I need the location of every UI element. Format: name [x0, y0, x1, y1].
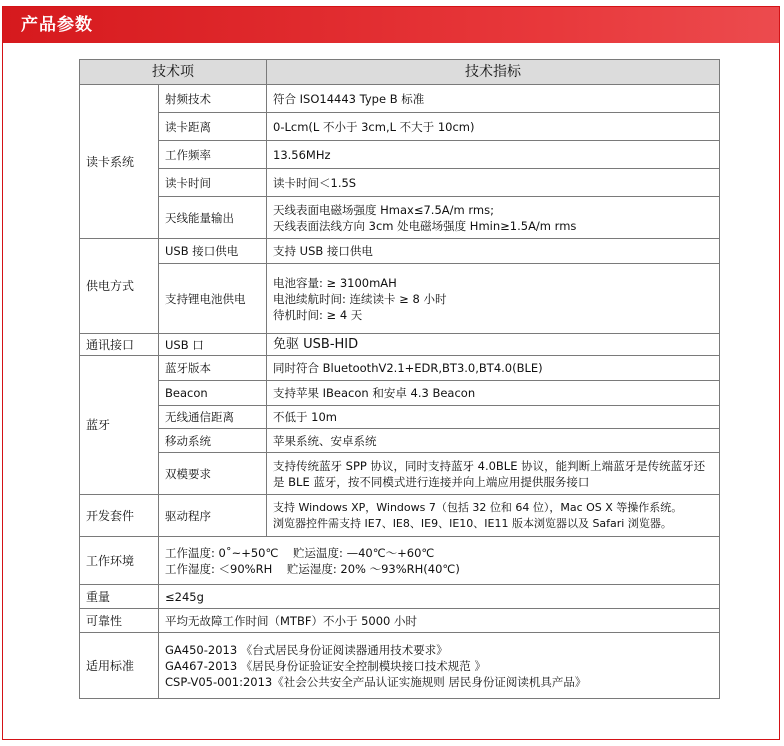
spec-line: 同时符合 BluetoothV2.1+EDR,BT3.0,BT4.0(BLE): [273, 361, 543, 375]
spec-line: 支持传统蓝牙 SPP 协议，同时支持蓝牙 4.0BLE 协议，能判断上端蓝牙是传统蓝牙还是 BLE 蓝牙，按不同模式进行连接并向上端应用提供服务接口: [273, 458, 706, 489]
spec-line: 支持苹果 IBeacon 和安卓 4.3 Beacon: [273, 386, 476, 400]
spec-table: [79, 59, 720, 699]
item-cell: 支持锂电池供电: [159, 264, 267, 334]
table-row: [80, 429, 720, 453]
category-cell: 可靠性: [80, 609, 159, 633]
spec-cell: [159, 609, 720, 633]
category-cell: 供电方式: [80, 239, 159, 334]
table-row: [80, 495, 720, 537]
spec-cell: [267, 264, 720, 334]
category-cell: 蓝牙: [80, 356, 159, 495]
item-cell: 射频技术: [159, 85, 267, 113]
table-row: [80, 356, 720, 381]
table-row: [80, 264, 720, 334]
spec-line: 支持 USB 接口供电: [273, 244, 373, 258]
spec-cell: [267, 197, 720, 239]
spec-cell: [267, 85, 720, 113]
spec-cell: [267, 381, 720, 406]
spec-line: 平均无故障工作时间（MTBF）不小于 5000 小时: [165, 613, 418, 628]
spec-cell: [159, 633, 720, 699]
table-row: [80, 113, 720, 141]
spec-panel: [2, 6, 780, 740]
table-row: [80, 537, 720, 585]
spec-cell: [267, 141, 720, 169]
table-header-row: [80, 60, 720, 85]
spec-cell: [267, 169, 720, 197]
table-row: [80, 381, 720, 406]
spec-cell: [267, 239, 720, 264]
table-row: [80, 585, 720, 609]
category-cell: 工作环境: [80, 537, 159, 585]
category-cell: 通讯接口: [80, 334, 159, 356]
item-cell: 蓝牙版本: [159, 356, 267, 381]
category-cell: 读卡系统: [80, 85, 159, 239]
table-row: [80, 239, 720, 264]
item-cell: USB 接口供电: [159, 239, 267, 264]
spec-line: 工作温度: 0˚~+50℃ 贮运温度: —40℃～+60℃: [165, 545, 435, 560]
spec-line: 浏览器控件需支持 IE7、IE8、IE9、IE10、IE11 版本浏览器以及 Safari 浏览器。: [273, 516, 672, 530]
table-row: [80, 453, 720, 495]
table-row: [80, 85, 720, 113]
spec-line: 0-Lcm(L 不小于 3cm,L 不大于 10cm): [273, 119, 475, 134]
table-row: [80, 169, 720, 197]
spec-cell: [267, 429, 720, 453]
spec-line: 电池续航时间: 连续读卡 ≥ 8 小时: [273, 291, 447, 306]
spec-line: 支持 Windows XP，Windows 7（包括 32 位和 64 位），Mac OS X 等操作系统。: [273, 500, 683, 514]
spec-line: 天线表面电磁场强度 Hmax≤7.5A/m rms;: [273, 202, 494, 217]
spec-line: 苹果系统、安卓系统: [273, 433, 377, 448]
spec-line: CSP-V05-001:2013《社会公共安全产品认证实施规则 居民身份证阅读机具产品》: [165, 674, 587, 689]
table-row: [80, 334, 720, 356]
spec-line: 免驱 USB-HID: [273, 336, 359, 352]
spec-cell: [267, 406, 720, 429]
item-cell: USB 口: [159, 334, 267, 356]
item-cell: 驱动程序: [159, 495, 267, 537]
panel-title: 产品参数: [21, 15, 93, 35]
item-cell: 读卡时间: [159, 169, 267, 197]
spec-line: 电池容量: ≥ 3100mAH: [273, 275, 397, 290]
item-cell: 双模要求: [159, 453, 267, 495]
spec-cell: [267, 334, 720, 356]
table-row: [80, 609, 720, 633]
spec-line: 读卡时间＜1.5S: [273, 175, 357, 190]
category-cell: 开发套件: [80, 495, 159, 537]
header-item: 技术项: [80, 60, 267, 85]
category-cell: 重量: [80, 585, 159, 609]
spec-cell: [267, 356, 720, 381]
item-cell: Beacon: [159, 381, 267, 406]
spec-line: GA450-2013 《台式居民身份证阅读器通用技术要求》: [165, 642, 448, 657]
item-cell: 读卡距离: [159, 113, 267, 141]
table-row: [80, 141, 720, 169]
spec-line: 天线表面法线方向 3cm 处电磁场强度 Hmin≥1.5A/m rms: [273, 218, 577, 233]
spec-cell: [159, 585, 720, 609]
table-row: [80, 197, 720, 239]
spec-line: 工作湿度: ＜90%RH 贮运湿度: 20% ～93%RH(40℃): [165, 561, 460, 576]
item-cell: 天线能量输出: [159, 197, 267, 239]
spec-cell: [267, 113, 720, 141]
category-cell: 适用标准: [80, 633, 159, 699]
spec-line: 不低于 10m: [273, 410, 337, 424]
table-row: [80, 406, 720, 429]
spec-line: 符合 ISO14443 Type B 标准: [273, 91, 425, 106]
table-row: [80, 633, 720, 699]
spec-cell: [159, 537, 720, 585]
header-spec: 技术指标: [267, 60, 720, 85]
spec-cell: [267, 495, 720, 537]
spec-line: GA467-2013 《居民身份证验证安全控制模块接口技术规范 》: [165, 658, 486, 673]
item-cell: 移动系统: [159, 429, 267, 453]
spec-line: ≤245g: [165, 589, 204, 604]
spec-line: 待机时间: ≥ 4 天: [273, 307, 363, 322]
spec-cell: [267, 453, 720, 495]
item-cell: 无线通信距离: [159, 406, 267, 429]
item-cell: 工作频率: [159, 141, 267, 169]
spec-line: 13.56MHz: [273, 147, 331, 162]
panel-header: [3, 7, 779, 43]
